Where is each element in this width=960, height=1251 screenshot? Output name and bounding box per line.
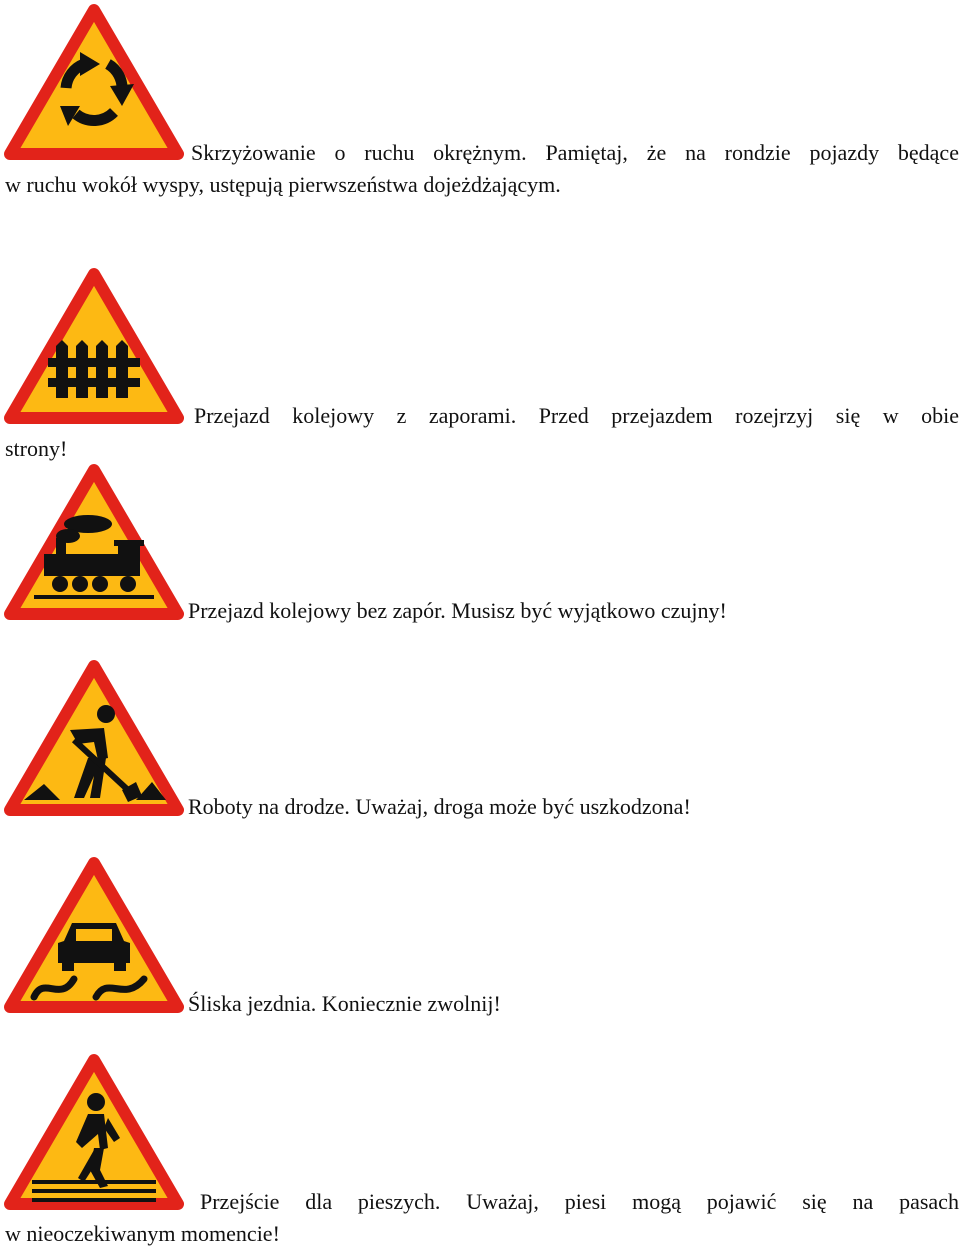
word: Skrzyżowanie [191,140,316,165]
sign-description: Przejazd kolejowy bez zapór. Musisz być wyjątkowo czujny! [188,598,727,623]
word: w [882,403,899,428]
word: Pamiętaj, [545,140,628,165]
word: pojazdy [809,140,880,165]
word: rozejrzyj [735,403,814,428]
sign-description: Roboty na drodze. Uważaj, droga może być uszkodzona! [188,794,691,819]
word: na [852,1189,874,1214]
word: się [802,1189,827,1214]
railway-crossing-with-barriers-sign-icon [4,266,184,426]
word: Przed [538,403,589,428]
word: obie [921,403,959,428]
word: rondzie [724,140,791,165]
word: Przejście [200,1189,280,1214]
word: dla [305,1189,333,1214]
word: piesi [564,1189,607,1214]
word: z [396,403,407,428]
word: pojawić [706,1189,777,1214]
word: o [334,140,346,165]
pedestrian-crossing-sign-icon [4,1052,184,1212]
word: kolejowy [292,403,375,428]
word: się [835,403,861,428]
sign-description-line [200,1188,959,1216]
word: pieszych. [357,1189,441,1214]
word: okrężnym. [433,140,527,165]
word: przejazdem [611,403,713,428]
word: zaporami. [428,403,517,428]
word: Uważaj, [466,1189,539,1214]
sign-description-line [194,402,959,430]
word: że [646,140,667,165]
sign-description-continuation: w nieoczekiwanym momencie! [5,1221,280,1246]
sign-description: Śliska jezdnia. Koniecznie zwolnij! [188,991,501,1016]
roundabout-warning-sign-icon [4,2,184,162]
word: Przejazd [194,403,270,428]
sign-description-continuation: strony! [5,436,68,461]
word: będące [897,140,959,165]
roadworks-sign-icon [4,658,184,818]
word: pasach [899,1189,959,1214]
word: mogą [632,1189,681,1214]
sign-description-continuation: w ruchu wokół wyspy, ustępują pierwszeństwa dojeżdżającym. [5,172,561,197]
slippery-road-sign-icon [4,855,184,1015]
word: na [685,140,706,165]
railway-crossing-without-barriers-sign-icon [4,462,184,622]
sign-description-line [191,139,959,167]
word: ruchu [364,140,415,165]
